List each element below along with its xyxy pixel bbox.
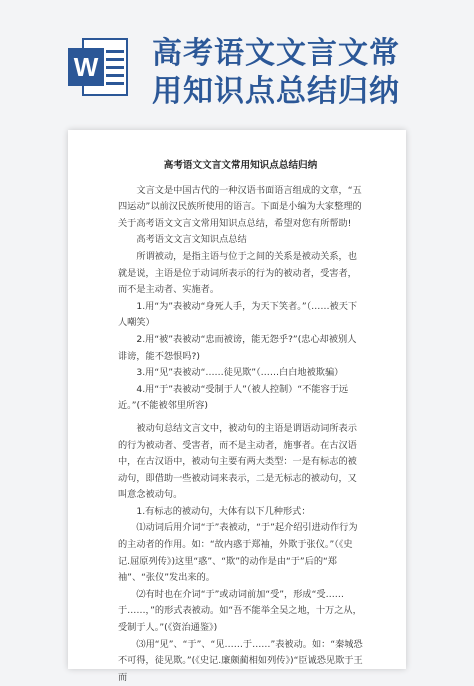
paragraph-heading: 高考语文文言文知识点总结 xyxy=(136,234,247,246)
word-badge: W xyxy=(68,48,104,86)
paragraph-item-1: 1.用“为”表被动“身死人手，为天下笑者。”（……被天下人嘲笑） xyxy=(118,300,358,329)
paragraph-summary: 被动句总结文言文中，被动句的主语是谓语动词所表示的行为被动者、受害者，而不是主动者，施事者。在古汉语中，在古汉语中，被动句主要有两大类型：一是有标志的被动句，即借助一些被动词来表示，二是无标志的被动句，又叫意念被动句。 xyxy=(118,422,357,501)
paragraph-form-3: ⑶用“见”、“于”、“见……于……”表被动。如：“秦城恐不可得，徒见欺。”(《史记.廉颇蔺相如列传》)“臣诚恐见欺于王而 xyxy=(118,638,363,683)
banner xyxy=(0,0,474,125)
paragraph-item-4: 4.用“于”表被动“受制于人”（被人控制）“不能容于远近。”(不能被邻里所容) xyxy=(118,383,349,412)
paragraph-form-2: ⑵有时也在介词“于”或动词前加“受”，形成“受……于……，”的形式表被动。如“吾不能举全吴之地，十万之从，受制于人。”(《资治通鉴》) xyxy=(118,588,362,634)
document-page xyxy=(68,130,406,683)
document-title: 高考语文文言文常用知识点总结归纳 xyxy=(163,160,318,171)
paragraph-marked-passive: 1.有标志的被动句，大体有以下几种形式： xyxy=(136,505,311,517)
paragraph-item-3: 3.用“见”表被动“……徒见欺”（……白白地被欺骗） xyxy=(136,367,344,379)
paragraph-definition: 所谓被动，是指主语与位于之间的关系是被动关系，也就是说，主语是位于动词所表示的行为的被动者，受害者，而不是主动者、实施者。 xyxy=(118,250,357,296)
word-document-icon xyxy=(68,36,130,98)
paragraph-item-2: 2.用“被”表被动“忠而被谤，能无怨乎?”(忠心却被别人诽谤，能不怨恨吗?) xyxy=(118,333,357,362)
banner-title-line-1: 高考语文文言文常 xyxy=(152,36,400,71)
paragraph-form-1: ⑴动词后用介词“于”表被动，“于”起介绍引进动作行为的主动者的作用。如：“故内惑于郑袖，外欺于张仪。”（《史记.屈原列传》)这里“惑”、“欺”的动作是由“于”后的“郑袖”、“张仪”发出来的。 xyxy=(118,522,358,584)
document-content xyxy=(118,158,363,686)
banner-title-line-2: 用知识点总结归纳 xyxy=(152,74,400,109)
paragraph-intro: 文言文是中国古代的一种汉语书面语言组成的文章，“五四运动”以前汉民族所使用的语言。下面是小编为大家整理的关于高考语文文言文常用知识点总结，希望对您有所帮助! xyxy=(118,184,362,229)
